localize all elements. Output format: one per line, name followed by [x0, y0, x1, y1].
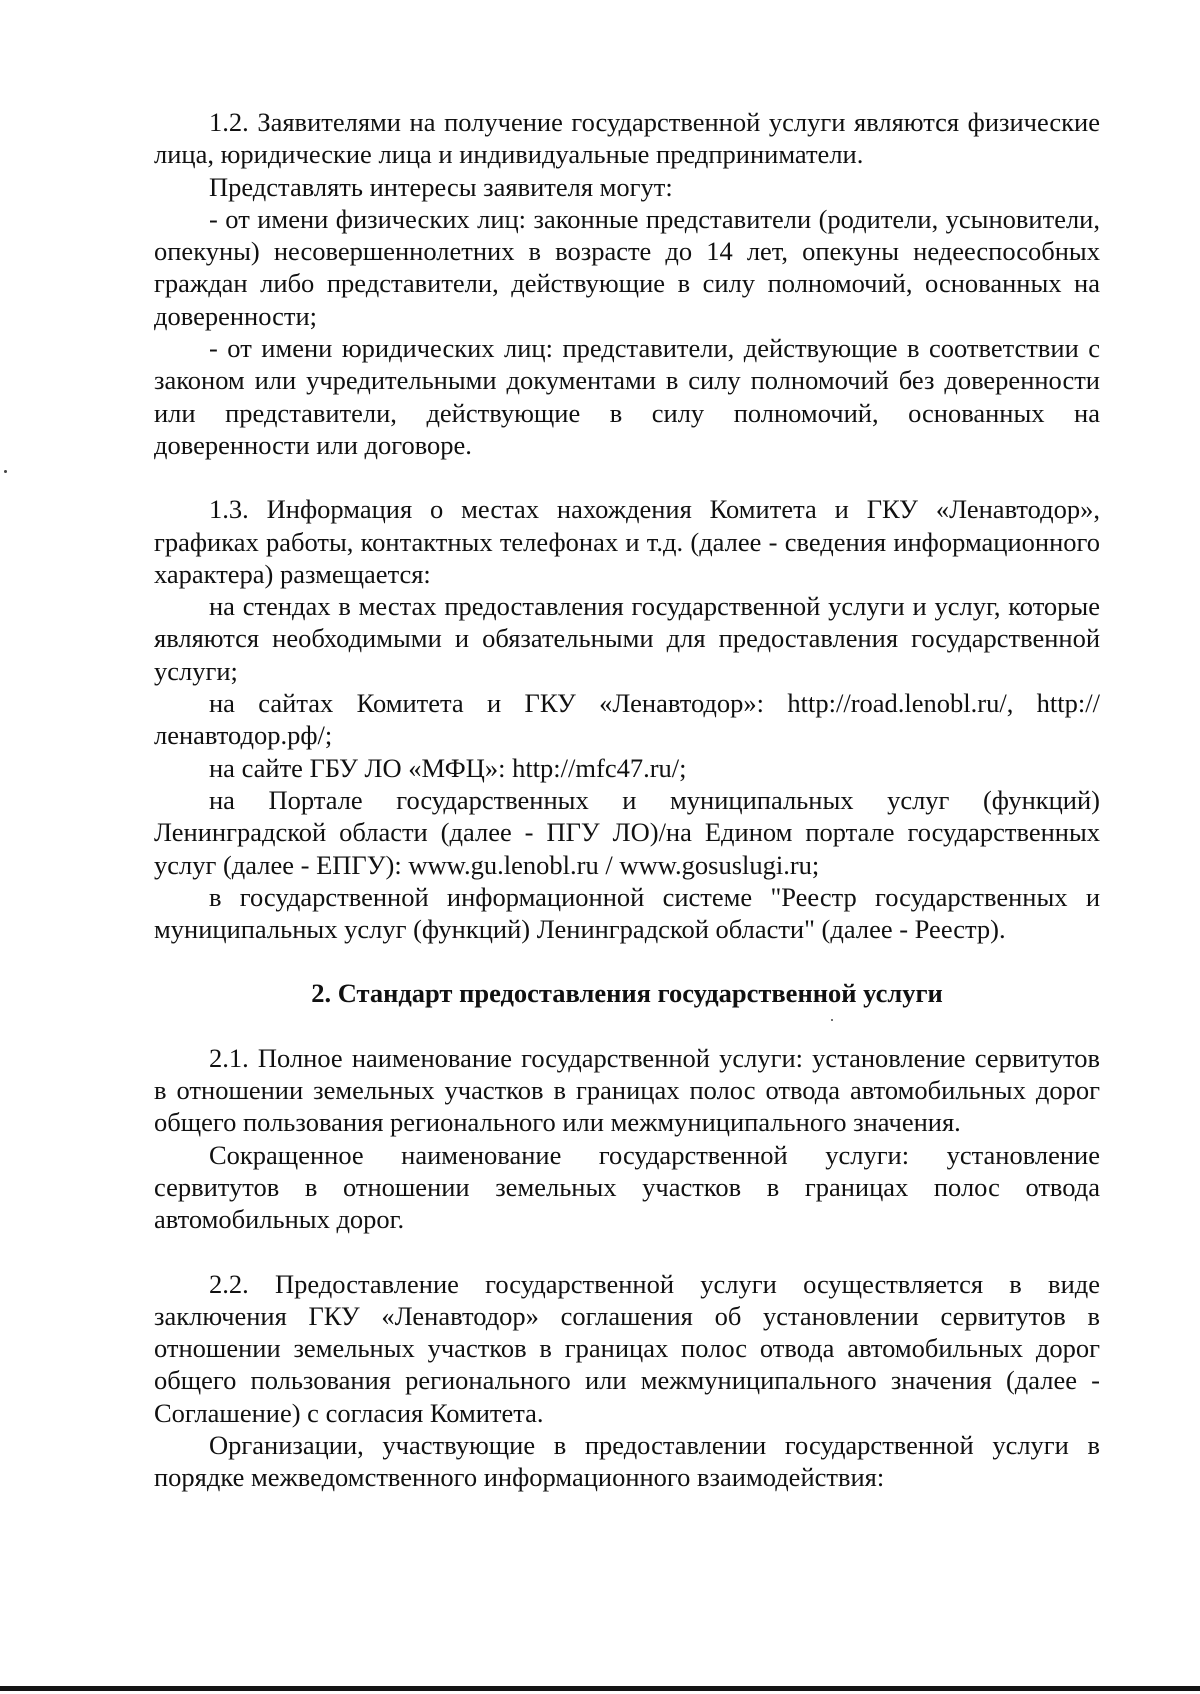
paragraph-representatives-intro: Представлять интересы заявителя могут: [209, 171, 673, 202]
paragraph-legal-entities-representatives: - от имени юридических лиц: представители, действующие в соответствии с законом или учредительными документами в силу полномочий без доверенности или представители, действующие в силу полномочий, основанных на доверенности или договоре. [154, 333, 1100, 460]
paragraph-websites: на сайтах Комитета и ГКУ «Ленавтодор»: http://road.lenobl.ru/, http://ленавтодор.рф/; [154, 688, 1100, 751]
paragraph-spacer [154, 1236, 1100, 1268]
paragraph-mfc-site: на сайте ГБУ ЛО «МФЦ»: http://mfc47.ru/; [209, 752, 687, 783]
section-2-heading: 2. Стандарт предоставления государственной услуги [311, 978, 943, 1009]
paragraph-1-3-information: 1.3. Информация о местах нахождения Комитета и ГКУ «Ленавтодор», графиках работы, контактных телефонах и т.д. (далее - сведения информационного характера) размещается: [154, 494, 1100, 589]
document-body [154, 106, 1100, 1494]
paragraph-individuals-representatives: - от имени физических лиц: законные представители (родители, усыновители, опекуны) несовершеннолетних в возрасте до 14 лет, опекуны недееспособных граждан либо представители, действующие в силу полномочий, основанных на доверенности; [154, 203, 1100, 331]
paragraph-1-2-applicants: 1.2. Заявителями на получение государственной услуги являются физические лица, юридические лица и индивидуальные предприниматели. [154, 107, 1100, 170]
paragraph-spacer [154, 945, 1100, 977]
paragraph-short-name: Сокращенное наименование государственной услуги: установление сервитутов в отношении земельных участков в границах полос отвода автомобильных дорог. [154, 1139, 1100, 1235]
paragraph-spacer [154, 461, 1100, 493]
paragraph-2-2-provision: 2.2. Предоставление государственной услуги осуществляется в виде заключения ГКУ «Ленавтодор» соглашения об установлении сервитутов в отношении земельных участков в границах полос отвода автомобильных дорог общего пользования регионального или межмуниципального значения (далее - Соглашение) с согласия Комитета. [154, 1268, 1100, 1428]
paragraph-spacer [154, 1010, 1100, 1042]
scan-speck [4, 470, 7, 473]
paragraph-organizations: Организации, участвующие в предоставлении государственной услуги в порядке межведомственного информационного взаимодействия: [154, 1429, 1100, 1493]
scan-speck [831, 1019, 833, 1021]
paragraph-registry: в государственной информационной системе "Реестр государственных и муниципальных услуг (функций) Ленинградской области" (далее - Реестр). [154, 881, 1100, 945]
paragraph-portal: на Портале государственных и муниципальных услуг (функций) Ленинградской области (далее - ПГУ ЛО)/на Едином портале государственных услуг (далее - ЕПГУ): www.gu.lenobl.ru / www.gosuslugi.ru; [154, 784, 1100, 880]
scan-bottom-edge [0, 1686, 1200, 1691]
paragraph-stands: на стендах в местах предоставления государственной услуги и услуг, которые являются необходимыми и обязательными для предоставления государственной услуги; [154, 591, 1100, 686]
paragraph-2-1-full-name: 2.1. Полное наименование государственной услуги: установление сервитутов в отношении земельных участков в границах полос отвода автомобильных дорог общего пользования регионального или межмуниципального значения. [154, 1042, 1100, 1138]
